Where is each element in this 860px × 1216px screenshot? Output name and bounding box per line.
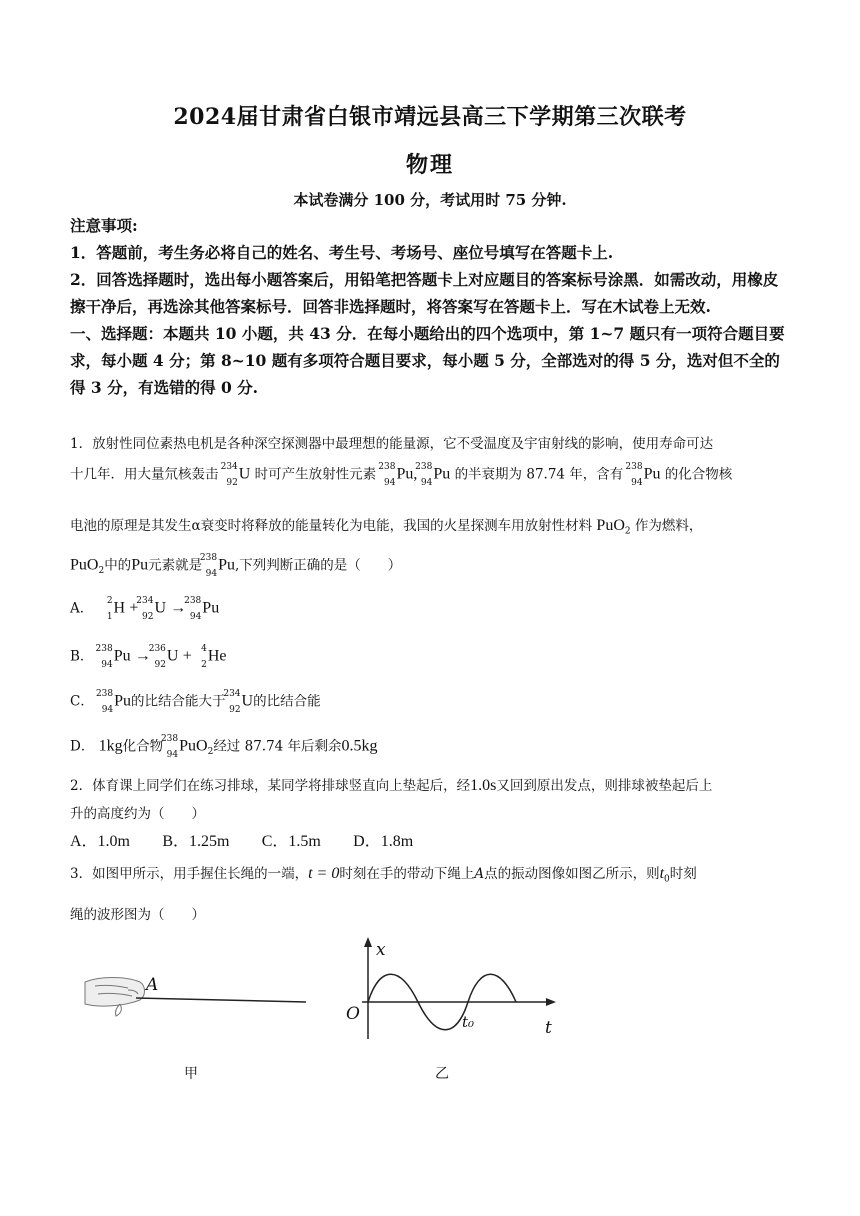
q1-option-a[interactable]: A． 2 1 H + 234 92 U → 238 94 Pu <box>70 596 220 622</box>
t0-label: t₀ <box>462 1013 475 1031</box>
q3-line-2: 绳的波形图为（ ） <box>70 907 205 923</box>
figure-vibration-graph <box>340 935 570 1045</box>
notice-item-1: 1．答题前，考生务必将自己的姓名、考生号、考场号、座位号填写在答题卡上. <box>70 243 614 262</box>
origin-label: O <box>346 1004 360 1024</box>
q1-line-4: PuO$_2$中的Pu元素就是 238 94 Pu,下列判断正确的是（ ） <box>70 553 402 579</box>
q3-line-1: 3．如图甲所示，用手握住长绳的一端，t = 0时刻在手的带动下绳上A点的振动图像如图乙所示，则$t_0$时刻 <box>70 865 697 885</box>
q2-option-c[interactable]: C．1.5m <box>261 833 321 850</box>
q2-option-a[interactable]: A．1.0m <box>70 833 131 850</box>
q1-line-2: 十几年．用大量氘核轰击 234 92 U 时可产生放射性元素 238 94 Pu, 238 94 Pu 的半衰期为 87.74 年，含有 238 94 Pu 的化合物核 <box>70 462 733 488</box>
q2-options <box>70 828 795 851</box>
q2-option-b[interactable]: B．1.25m <box>162 833 230 850</box>
exam-title: 2024届甘肃省白银市靖远县高三下学期第三次联考 <box>173 104 687 130</box>
section-1-instructions: 一、选择题：本题共 10 小题，共 43 分．在每小题给出的四个选项中，第 1~7 题只有一项符合题目要求，每小题 4 分；第 8~10 题有多项符合题目要求，每小题 5 分，全部选对的得 5 分，选对但不全的得 3 分，有选错的得 0 分. <box>70 324 785 397</box>
exam-info: 本试卷满分 100 分，考试用时 75 分钟. <box>293 191 567 209</box>
figure-jia-caption: 甲 <box>184 1066 198 1082</box>
notice-item-2: 2．回答选择题时，选出每小题答案后，用铅笔把答题卡上对应题目的答案标号涂黑．如需改动，用橡皮擦干净后，再选涂其他答案标号．回答非选择题时，将答案写在答题卡上．写在木试卷上无效. <box>70 270 779 316</box>
notice-block <box>70 212 792 401</box>
q2-line-2: 升的高度约为（ ） <box>70 806 205 822</box>
figure-yi-caption: 乙 <box>435 1066 449 1082</box>
q1-option-b[interactable]: B． 238 94 Pu → 236 92 U + 4 2 He <box>70 644 227 670</box>
rope-line <box>136 998 306 1002</box>
figure-hand-rope <box>80 960 320 1030</box>
q2-option-d[interactable]: D．1.8m <box>353 833 414 850</box>
hand-icon <box>85 978 145 1017</box>
q1-option-c[interactable]: C． 238 94 Pu的比结合能大于 234 92 U的比结合能 <box>70 689 321 715</box>
q2-line-1: 2．体育课上同学们在练习排球，某同学将排球竖直向上垫起后，经1.0s又回到原出发点，则排球被垫起后上 <box>70 777 713 794</box>
axis-x-label: x <box>376 940 386 960</box>
axis-t-label: t <box>545 1018 552 1038</box>
exam-subject: 物理 <box>405 152 454 178</box>
point-a-label: A <box>146 975 159 995</box>
q1-line-3: 电池的原理是其发生α衰变时将释放的能量转化为电能，我国的火星探测车用放射性材料 PuO$_2$ 作为燃料， <box>70 517 703 537</box>
q1-option-d[interactable]: D． 1kg化合物 238 94 PuO$_2$经过 87.74 年后剩余0.5kg <box>70 734 378 760</box>
notice-heading: 注意事项: <box>70 216 138 235</box>
q1-line-1: 1．放射性同位素热电机是各种深空探测器中最理想的能量源，它不受温度及宇宙射线的影响，使用寿命可达 <box>70 436 714 452</box>
